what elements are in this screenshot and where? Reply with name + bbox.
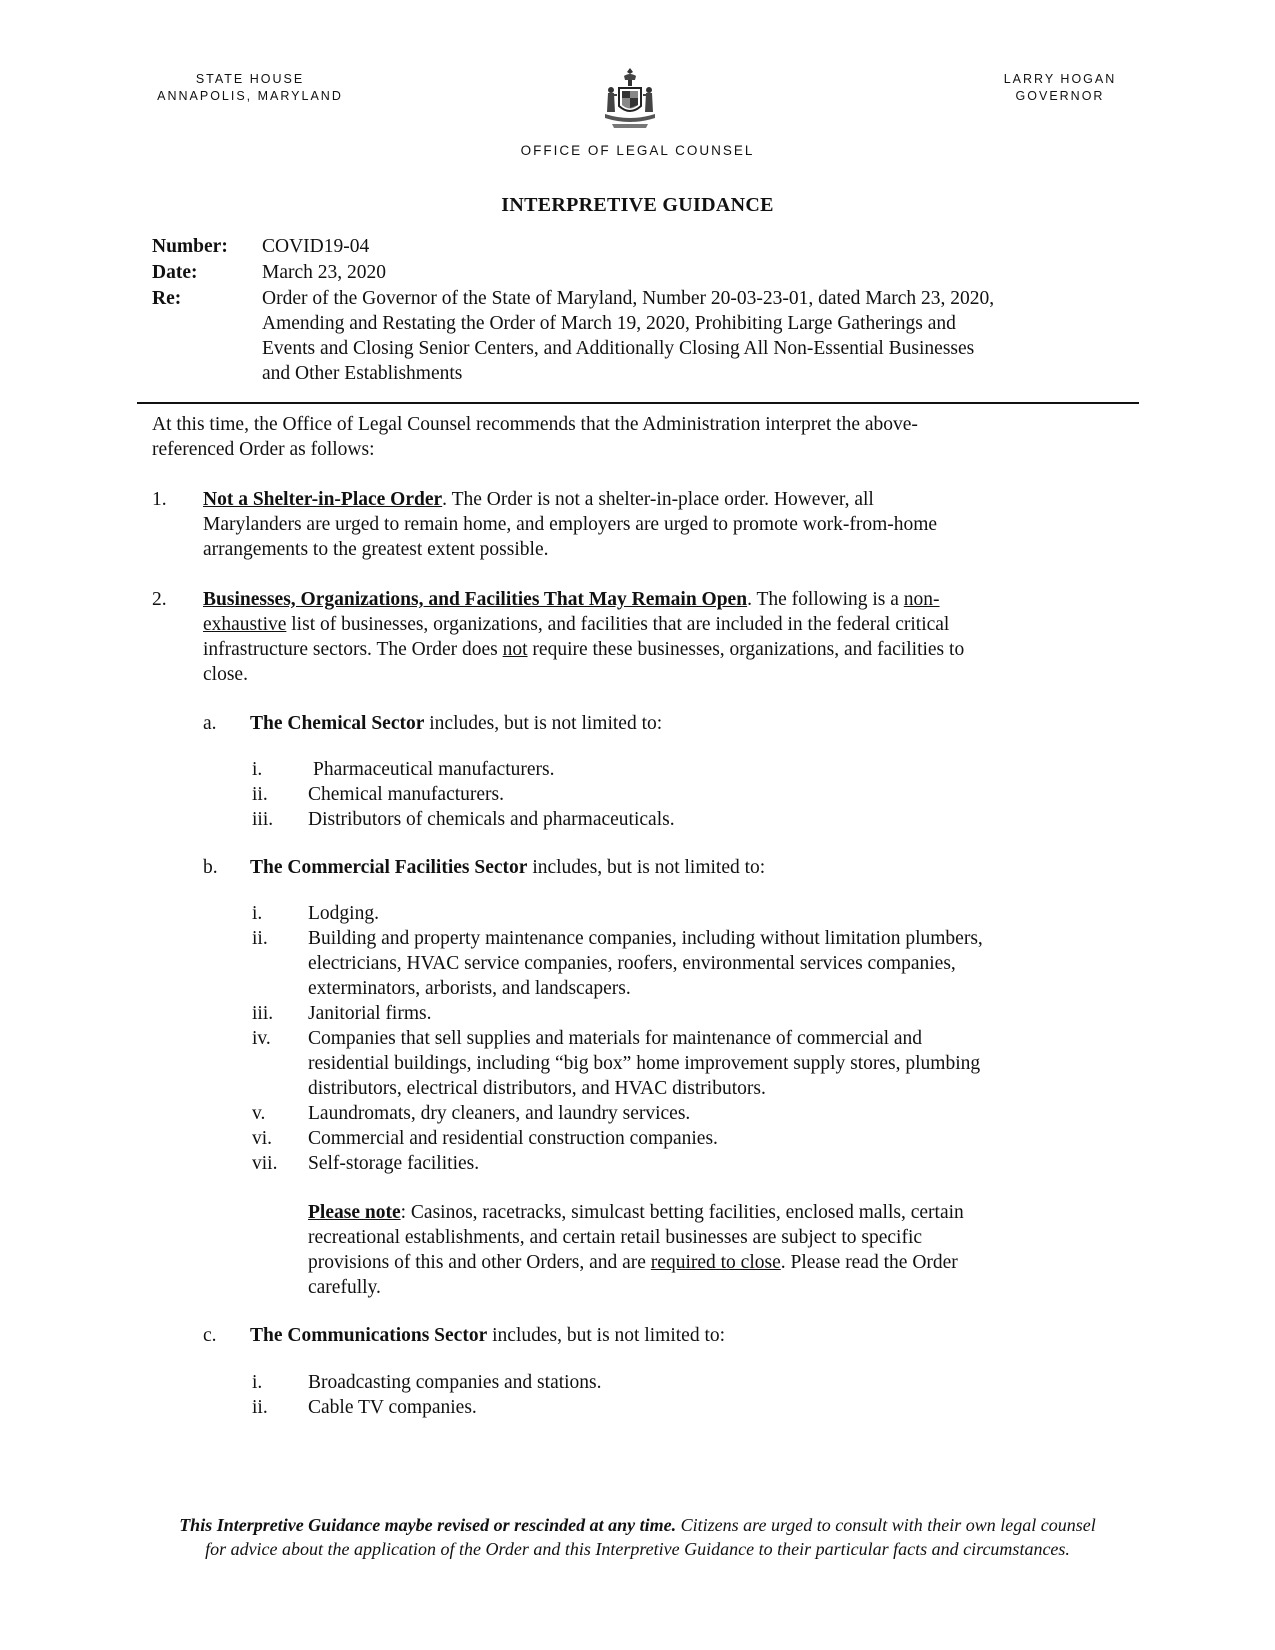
note-line: recreational establishments, and certain retail businesses are subject to specific — [308, 1227, 923, 1248]
note-line — [308, 1200, 964, 1226]
re-line: Amending and Restating the Order of March 19, 2020, Prohibiting Large Gatherings and — [262, 313, 956, 334]
footer-line — [0, 1513, 1275, 1537]
footer-bold: This Interpretive Guidance maybe revised or rescinded at any time. — [179, 1515, 677, 1535]
section1-heading: Not a Shelter-in-Place Order — [203, 489, 443, 510]
section-number: 2. — [152, 589, 167, 610]
sector-name: The Commercial Facilities Sector — [250, 857, 528, 878]
list-item: Building and property maintenance companies, including without limitation plumbers, — [308, 928, 983, 949]
intro-line: At this time, the Office of Legal Counsel recommends that the Administration interpret the above- — [152, 414, 918, 435]
footer-text: Citizens are urged to consult with their own legal counsel — [676, 1515, 1096, 1535]
letterhead-left-line2: ANNAPOLIS, MARYLAND — [157, 89, 343, 103]
letterhead-right — [960, 71, 1160, 105]
list-item: Chemical manufacturers. — [308, 784, 504, 805]
item-number: ii. — [252, 928, 268, 949]
sector-name: The Communications Sector — [250, 1325, 488, 1346]
list-item: Laundromats, dry cleaners, and laundry services. — [308, 1103, 691, 1124]
re-line: and Other Establishments — [262, 363, 463, 384]
item-number: iii. — [252, 1003, 274, 1024]
list-item-cont: residential buildings, including “big box” home improvement supply stores, plumbing — [308, 1053, 981, 1074]
section2-line: close. — [203, 664, 248, 685]
list-item-cont: distributors, electrical distributors, and HVAC distributors. — [308, 1078, 766, 1099]
section2-heading: Businesses, Organizations, and Facilities That May Remain Open — [203, 589, 748, 610]
section2-text-underlined: not — [502, 639, 528, 660]
note-text: : Casinos, racetracks, simulcast betting facilities, enclosed malls, certain — [400, 1202, 964, 1223]
item-number: iii. — [252, 809, 274, 830]
list-item: Pharmaceutical manufacturers. — [313, 759, 555, 780]
sector-letter: b. — [203, 857, 218, 878]
section2-line — [203, 637, 964, 663]
footer-disclaimer — [0, 1513, 1275, 1561]
item-number: vii. — [252, 1153, 278, 1174]
list-item: Commercial and residential construction companies. — [308, 1128, 718, 1149]
section-number: 1. — [152, 489, 167, 510]
section2-line — [203, 587, 940, 613]
office-name: OFFICE OF LEGAL COUNSEL — [520, 143, 755, 158]
note-text: . Please read the Order — [780, 1252, 958, 1273]
section2-text-underlined: exhaustive — [203, 614, 287, 635]
section1-line — [203, 487, 874, 513]
section2-text: require these businesses, organizations, and facilities to — [527, 639, 965, 660]
date-value: March 23, 2020 — [262, 262, 387, 283]
section2-line — [203, 612, 949, 638]
item-number: ii. — [252, 784, 268, 805]
note-line: carefully. — [308, 1277, 381, 1298]
governor-name: LARRY HOGAN — [1003, 72, 1117, 86]
footer-line: for advice about the application of the Order and this Interpretive Guidance to their particular facts and circumstances. — [205, 1539, 1070, 1559]
list-item: Janitorial firms. — [308, 1003, 432, 1024]
sector-heading-rest: includes, but is not limited to: — [424, 713, 663, 734]
re-line: Order of the Governor of the State of Maryland, Number 20-03-23-01, dated March 23, 2020, — [262, 288, 995, 309]
list-item: Companies that sell supplies and materials for maintenance of commercial and — [308, 1028, 923, 1049]
item-number: i. — [252, 759, 263, 780]
item-number: i. — [252, 903, 263, 924]
letterhead-left-line1: STATE HOUSE — [195, 72, 305, 86]
list-item-cont: exterminators, arborists, and landscapers. — [308, 978, 631, 999]
note-line — [308, 1250, 958, 1276]
item-number: vi. — [252, 1128, 273, 1149]
sector-heading-rest: includes, but is not limited to: — [487, 1325, 726, 1346]
re-line: Events and Closing Senior Centers, and Additionally Closing All Non-Essential Businesses — [262, 338, 975, 359]
maryland-state-seal-icon — [602, 68, 658, 134]
section2-text-underlined: non- — [903, 589, 940, 610]
note-text-underlined: required to close — [650, 1252, 781, 1273]
section1-line: Marylanders are urged to remain home, and employers are urged to promote work-from-home — [203, 514, 938, 535]
item-number: iv. — [252, 1028, 271, 1049]
list-item: Cable TV companies. — [308, 1397, 477, 1418]
section2-text: list of businesses, organizations, and facilities that are included in the federal critical — [286, 614, 950, 635]
section2-text: . The following is a — [747, 589, 904, 610]
item-number: ii. — [252, 1397, 268, 1418]
number-value: COVID19-04 — [262, 236, 370, 257]
item-number: v. — [252, 1103, 266, 1124]
sector-heading-rest: includes, but is not limited to: — [527, 857, 766, 878]
document-title: INTERPRETIVE GUIDANCE — [501, 194, 774, 216]
sector-heading — [250, 711, 662, 737]
list-item: Distributors of chemicals and pharmaceuticals. — [308, 809, 675, 830]
list-item: Broadcasting companies and stations. — [308, 1372, 602, 1393]
sector-heading — [250, 855, 765, 881]
note-label: Please note — [308, 1202, 401, 1223]
re-label: Re: — [152, 288, 182, 309]
section2-text: infrastructure sectors. The Order does — [203, 639, 503, 660]
sector-letter: a. — [203, 713, 217, 734]
note-text: provisions of this and other Orders, and are — [308, 1252, 651, 1273]
list-item: Lodging. — [308, 903, 379, 924]
list-item-cont: electricians, HVAC service companies, roofers, environmental services companies, — [308, 953, 956, 974]
sector-heading — [250, 1323, 725, 1349]
sector-name: The Chemical Sector — [250, 713, 425, 734]
header-divider — [137, 402, 1139, 404]
letterhead-left — [120, 71, 380, 105]
sector-letter: c. — [203, 1325, 217, 1346]
section1-line: arrangements to the greatest extent possible. — [203, 539, 549, 560]
section1-text: . The Order is not a shelter-in-place order. However, all — [442, 489, 874, 510]
governor-title: GOVERNOR — [1015, 89, 1105, 103]
item-number: i. — [252, 1372, 263, 1393]
list-item: Self-storage facilities. — [308, 1153, 480, 1174]
date-label: Date: — [152, 262, 198, 283]
number-label: Number: — [152, 236, 228, 257]
intro-line: referenced Order as follows: — [152, 439, 375, 460]
